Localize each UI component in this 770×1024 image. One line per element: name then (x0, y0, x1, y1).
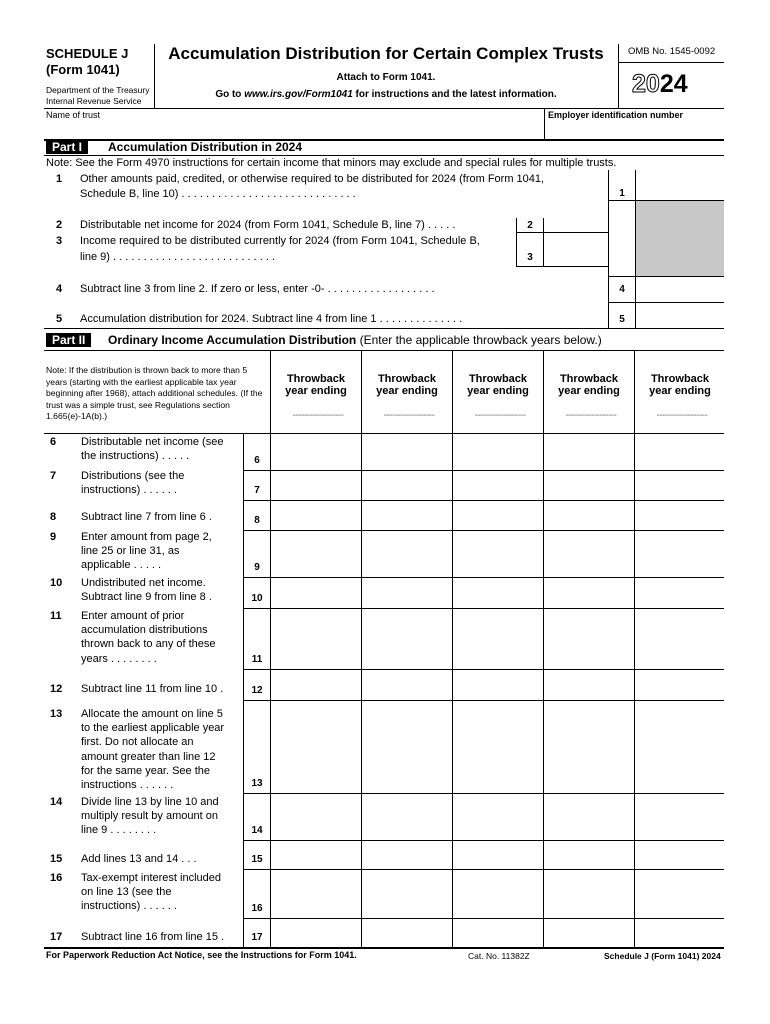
line1-text2: Schedule B, line 10) . . . . . . . . . . . . . . . . . . . . . . . . . . . . . (80, 188, 356, 200)
line3-text: Income required to be distributed currently for 2024 (from Form 1041, Schedule B, (80, 235, 480, 247)
attach-text: Attach to Form 1041. (336, 72, 436, 83)
p2-line8-box: 8 (254, 515, 260, 526)
p2-line9-col2-input[interactable] (364, 561, 452, 577)
p2-line10-col5-input[interactable] (637, 592, 725, 608)
p2-line12-col3-input[interactable] (455, 684, 543, 700)
line4-box: 4 (619, 284, 625, 295)
col5-header: Throwback year ending (649, 373, 711, 397)
p2-line9-col4-input[interactable] (546, 561, 634, 577)
p2-line13-num: 13 (50, 708, 63, 720)
irs-label: Internal Revenue Service (46, 96, 142, 106)
p2-line7-text: instructions) . . . . . . (81, 484, 177, 497)
p2-line17-box: 17 (251, 932, 263, 943)
p2-line12-box: 12 (251, 685, 263, 696)
col4-header: Throwback year ending (558, 373, 620, 397)
col2-header: Throwback year ending (376, 373, 438, 397)
col2-year-input[interactable] (363, 409, 455, 422)
p2-line13-text: to the earliest applicable year (81, 722, 225, 735)
p2-line16-col5-input[interactable] (637, 902, 725, 918)
p2-line7-col2-input[interactable] (364, 484, 452, 500)
p2-line11-col3-input[interactable] (455, 653, 543, 669)
line3-text2: line 9) . . . . . . . . . . . . . . . . . . . . . . . . . . . (80, 251, 276, 263)
col1-header: Throwback year ending (285, 373, 347, 397)
line3-box: 3 (527, 252, 533, 263)
p2-line11-text: thrown back to any of these (81, 638, 216, 651)
shaded-area (636, 200, 724, 276)
p2-line10-col1-input[interactable] (273, 592, 361, 608)
p2-line16-col1-input[interactable] (273, 902, 361, 918)
line2-input[interactable] (545, 218, 609, 233)
p2-line7-col4-input[interactable] (546, 484, 634, 500)
dept-label: Department of the Treasury (46, 85, 150, 95)
col5-year-input[interactable] (636, 409, 728, 422)
p2-line11-text: Enter amount of prior (81, 610, 185, 622)
p2-line17-col2-input[interactable] (364, 931, 452, 947)
p2-line7-text: Distributions (see the (81, 470, 185, 482)
line1-text: Other amounts paid, credited, or otherwise required to be distributed for 2024 (from Form 1041, (80, 173, 545, 185)
p2-line6-text: the instructions) . . . . . (81, 450, 190, 463)
p2-line16-num: 16 (50, 872, 63, 884)
p2-line8-col3-input[interactable] (455, 514, 543, 530)
p2-line10-text: Undistributed net income. (81, 577, 206, 589)
p2-line14-col1-input[interactable] (273, 824, 361, 840)
p2-line7-col3-input[interactable] (455, 484, 543, 500)
p2-line16-col3-input[interactable] (455, 902, 543, 918)
name-of-trust-label: Name of trust (46, 110, 101, 120)
p2-line11-text: years . . . . . . . . (81, 652, 157, 665)
ein-input[interactable] (548, 122, 724, 138)
p2-line16-col4-input[interactable] (546, 902, 634, 918)
line5-num: 5 (56, 313, 63, 325)
p2-line8-col1-input[interactable] (273, 514, 361, 530)
p2-line11-box: 11 (251, 654, 263, 665)
line3-input[interactable] (545, 250, 609, 266)
col1-year-input[interactable] (272, 409, 364, 422)
part2-note: Note: If the distribution is thrown back to more than 5 years (starting with the earliest applicable tax year beginning after 1968), attach additional schedules. (If the trust was a simple trust, see Regulations section 1.665(e)-1A(b).) (46, 365, 263, 421)
part1-title: Accumulation Distribution in 2024 (108, 140, 303, 154)
form-label: (Form 1041) (46, 62, 120, 77)
p2-line17-num: 17 (50, 931, 63, 943)
p2-line13-box: 13 (251, 778, 263, 789)
p2-line6-col3-input[interactable] (455, 454, 543, 470)
line2-box: 2 (527, 220, 533, 231)
p2-line11-num: 11 (50, 610, 62, 622)
p2-line8-num: 8 (50, 511, 57, 523)
part2-label: Part II (46, 333, 91, 347)
p2-line16-text: instructions) . . . . . . (81, 900, 177, 913)
p2-line6-col4-input[interactable] (546, 454, 634, 470)
p2-line13-col4-input[interactable] (546, 777, 634, 793)
tax-year: 2024 (632, 70, 688, 98)
p2-line10-col3-input[interactable] (455, 592, 543, 608)
p2-line7-box: 7 (254, 485, 260, 496)
col4-year-input[interactable] (545, 409, 637, 422)
p2-line10-col2-input[interactable] (364, 592, 452, 608)
p2-line11-col4-input[interactable] (546, 653, 634, 669)
p2-line6-num: 6 (50, 436, 57, 448)
p2-line16-col2-input[interactable] (364, 902, 452, 918)
p2-line14-col5-input[interactable] (637, 824, 725, 840)
p2-line14-box: 14 (251, 825, 263, 836)
p2-line9-col5-input[interactable] (637, 561, 725, 577)
line1-input[interactable] (637, 184, 725, 200)
p2-line11-col1-input[interactable] (273, 653, 361, 669)
p2-line10-text: Subtract line 9 from line 8 . (81, 591, 212, 604)
p2-line15-col2-input[interactable] (364, 853, 452, 869)
part1-note: Note: See the Form 4970 instructions for certain income that minors may exclude and special rules for multiple trusts. (46, 157, 617, 169)
p2-line10-col4-input[interactable] (546, 592, 634, 608)
p2-line7-col5-input[interactable] (637, 484, 725, 500)
p2-line17-col5-input[interactable] (637, 931, 725, 947)
p2-line8-col2-input[interactable] (364, 514, 452, 530)
line5-input[interactable] (637, 310, 725, 326)
p2-line6-col1-input[interactable] (273, 454, 361, 470)
p2-line17-col4-input[interactable] (546, 931, 634, 947)
p2-line6-col2-input[interactable] (364, 454, 452, 470)
p2-line12-col2-input[interactable] (364, 684, 452, 700)
p2-line9-col3-input[interactable] (455, 561, 543, 577)
schedule-label: SCHEDULE J (46, 46, 129, 61)
p2-line11-text: accumulation distributions (81, 624, 208, 637)
p2-line17-col1-input[interactable] (273, 931, 361, 947)
p2-line10-box: 10 (251, 593, 263, 604)
p2-line8-col4-input[interactable] (546, 514, 634, 530)
p2-line13-col5-input[interactable] (637, 777, 725, 793)
form-title: Accumulation Distribution for Certain Complex Trusts (168, 44, 604, 63)
p2-line13-col3-input[interactable] (455, 777, 543, 793)
p2-line9-num: 9 (50, 531, 57, 543)
p2-line16-text: Tax-exempt interest included (81, 872, 222, 884)
p2-line15-num: 15 (50, 853, 63, 865)
line4-num: 4 (56, 283, 63, 295)
line3-num: 3 (56, 235, 63, 247)
p2-line12-col1-input[interactable] (273, 684, 361, 700)
p2-line14-col4-input[interactable] (546, 824, 634, 840)
p2-line12-num: 12 (50, 683, 63, 695)
line5-box: 5 (619, 314, 625, 325)
omb-number: OMB No. 1545-0092 (628, 46, 716, 57)
p2-line15-col1-input[interactable] (273, 853, 361, 869)
footer-notice: For Paperwork Reduction Act Notice, see the Instructions for Form 1041. (46, 950, 357, 960)
p2-line6-col5-input[interactable] (637, 454, 725, 470)
p2-line13-text: Allocate the amount on line 5 (81, 708, 223, 720)
p2-line14-text: multiply result by amount on (81, 810, 218, 823)
part2-title: Ordinary Income Accumulation Distribution (Enter the applicable throwback years below.) (108, 333, 602, 347)
p2-line13-text: instructions . . . . . . (81, 779, 174, 791)
p2-line15-text: Add lines 13 and 14 . . . (81, 853, 197, 865)
p2-line14-col2-input[interactable] (364, 824, 452, 840)
p2-line9-text: Enter amount from page 2, (81, 531, 212, 543)
footer-form-id: Schedule J (Form 1041) 2024 (604, 951, 721, 961)
p2-line9-col1-input[interactable] (273, 561, 361, 577)
p2-line7-num: 7 (50, 470, 57, 482)
p2-line15-col5-input[interactable] (637, 853, 725, 869)
line2-text: Distributable net income for 2024 (from Form 1041, Schedule B, line 7) . . . . . (80, 219, 456, 231)
p2-line9-text: applicable . . . . . (81, 559, 162, 572)
p2-line15-col4-input[interactable] (546, 853, 634, 869)
p2-line13-text: for the same year. See the (81, 764, 211, 777)
p2-line14-col3-input[interactable] (455, 824, 543, 840)
line1-num: 1 (56, 173, 63, 185)
p2-line16-text: on line 13 (see the (81, 886, 172, 899)
ein-label: Employer identification number (548, 110, 684, 120)
p2-line11-col2-input[interactable] (364, 653, 452, 669)
p2-line15-box: 15 (251, 854, 263, 865)
p2-line16-box: 16 (251, 903, 263, 914)
p2-line12-col4-input[interactable] (546, 684, 634, 700)
p2-line14-text: Divide line 13 by line 10 and (81, 796, 219, 808)
p2-line6-text: Distributable net income (see (81, 436, 224, 448)
p2-line13-text: first. Do not allocate an (81, 736, 194, 749)
p2-line17-text: Subtract line 16 from line 15 . (81, 931, 225, 943)
line2-num: 2 (56, 219, 63, 231)
p2-line10-num: 10 (50, 577, 63, 589)
line4-text: Subtract line 3 from line 2. If zero or less, enter -0- . . . . . . . . . . . . . . . . . . (80, 283, 435, 295)
p2-line14-text: line 9 . . . . . . . . (81, 824, 157, 837)
line5-text: Accumulation distribution for 2024. Subtract line 4 from line 1 . . . . . . . . . . . . . . (80, 313, 463, 325)
p2-line15-col3-input[interactable] (455, 853, 543, 869)
p2-line7-col1-input[interactable] (273, 484, 361, 500)
p2-line12-text: Subtract line 11 from line 10 . (81, 683, 224, 695)
p2-line13-text: amount greater than line 12 (81, 750, 216, 763)
col3-header: Throwback year ending (467, 373, 529, 397)
p2-line8-col5-input[interactable] (637, 514, 725, 530)
cat-number: Cat. No. 11382Z (468, 951, 530, 961)
p2-line13-col1-input[interactable] (273, 777, 361, 793)
p2-line8-text: Subtract line 7 from line 6 . (81, 511, 212, 523)
instructions-text: Go to www.irs.gov/Form1041 for instructions and the latest information. (215, 89, 557, 100)
p2-line11-col5-input[interactable] (637, 653, 725, 669)
line4-input[interactable] (637, 282, 725, 298)
name-of-trust-input[interactable] (46, 122, 540, 138)
p2-line14-num: 14 (50, 796, 63, 808)
p2-line6-box: 6 (254, 455, 260, 466)
p2-line9-text: line 25 or line 31, as (81, 545, 180, 558)
line1-box: 1 (619, 188, 625, 199)
p2-line12-col5-input[interactable] (637, 684, 725, 700)
p2-line17-col3-input[interactable] (455, 931, 543, 947)
p2-line9-box: 9 (254, 562, 260, 573)
col3-year-input[interactable] (454, 409, 546, 422)
p2-line13-col2-input[interactable] (364, 777, 452, 793)
part1-label: Part I (46, 140, 88, 154)
